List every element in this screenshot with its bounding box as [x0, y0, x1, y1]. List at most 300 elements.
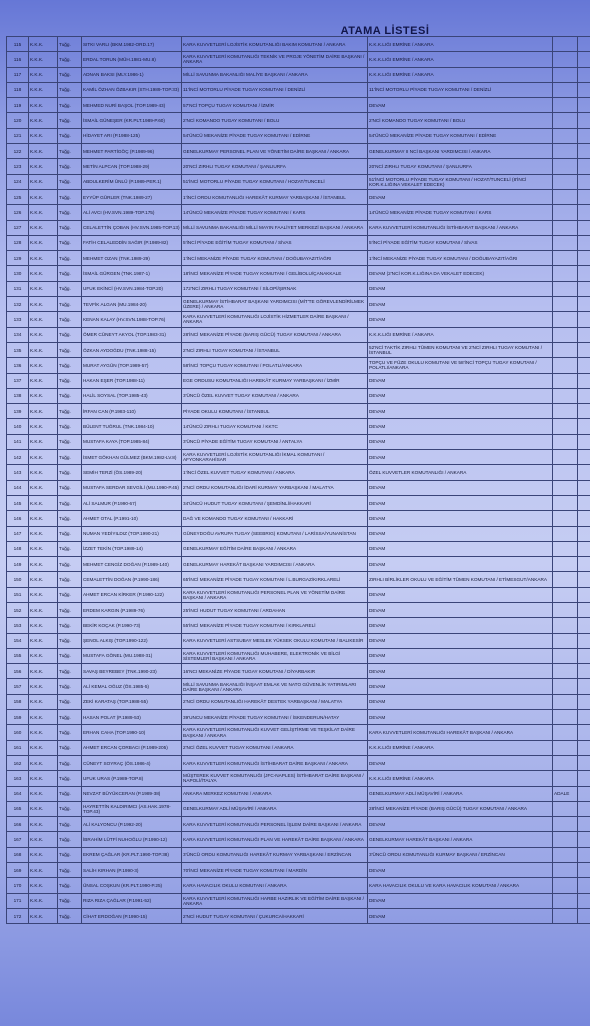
- blank-cell: [578, 235, 590, 250]
- table-row: [7, 220, 590, 235]
- new-post: DEVAM: [368, 511, 553, 526]
- current-post: 25'İNCİ HUDUT TUGAY KOMUTANI / ARDAHAN: [182, 602, 368, 617]
- table-row: [7, 189, 590, 204]
- force-code: K.K.K.: [29, 235, 58, 250]
- current-post: 2'NCİ ZIRHLI TUGAY KOMUTANI / İSTANBUL: [182, 342, 368, 357]
- new-post: DEVAM: [368, 557, 553, 572]
- person-name: ERHAN CAHA (TOP.1990-10): [82, 725, 182, 740]
- rank: Tuğg.: [58, 52, 82, 67]
- table-row: [7, 450, 590, 465]
- new-post: K.K.K.LIĞI EMRİNE / ANKARA: [368, 771, 553, 786]
- blank-cell: [578, 771, 590, 786]
- table-row: [7, 174, 590, 189]
- blank-cell: [578, 174, 590, 189]
- extra-note: [553, 480, 578, 495]
- new-post: ÖZEL KUVVETLER KOMUTANLIĞI / ANKARA: [368, 465, 553, 480]
- new-post: DEVAM: [368, 495, 553, 510]
- person-name: ADNAN BAKSI (MLY.1986-1): [82, 67, 182, 82]
- force-code: K.K.K.: [29, 893, 58, 908]
- current-post: KARA KUVVETLERİ KOMUTANLIĞI PLAN VE HAREKÂT DAİRE BAŞKANI / ANKARA: [182, 832, 368, 847]
- current-post: MÜŞTEREK KUVVET KOMUTANLIĞI (JFC-NAPLES) İSTİHBARAT DAİRE BAŞKANI / NAPOLİ/İTALYA: [182, 771, 368, 786]
- current-post: KARA HAVACILIK OKULU KOMUTANI / ANKARA: [182, 878, 368, 893]
- blank-cell: [578, 251, 590, 266]
- new-post: DEVAM: [368, 618, 553, 633]
- person-name: MEHMED NURİ BAŞOL (TOP.1989-43): [82, 98, 182, 113]
- rank: Tuğg.: [58, 419, 82, 434]
- blank-cell: [578, 419, 590, 434]
- extra-note: [553, 235, 578, 250]
- row-number: 157: [7, 679, 29, 694]
- extra-note: [553, 98, 578, 113]
- force-code: K.K.K.: [29, 434, 58, 449]
- new-post: DEVAM: [368, 373, 553, 388]
- table-row: [7, 281, 590, 296]
- new-post: 11'İNCİ MOTORLU PİYADE TUGAY KOMUTANI / DENİZLİ: [368, 82, 553, 97]
- force-code: K.K.K.: [29, 664, 58, 679]
- blank-cell: [578, 205, 590, 220]
- row-number: 141: [7, 434, 29, 449]
- rank: Tuğg.: [58, 495, 82, 510]
- table-row: [7, 893, 590, 908]
- force-code: K.K.K.: [29, 128, 58, 143]
- row-number: 116: [7, 52, 29, 67]
- new-post: DEVAM: [368, 98, 553, 113]
- new-post: KARA KUVVETLERİ KOMUTANLIĞI İSTİHBARAT BAŞKANI / ANKARA: [368, 220, 553, 235]
- current-post: 3'ÜNCÜ ÖZEL KUVVET TUGAY KOMUTANI / ANKARA: [182, 388, 368, 403]
- force-code: K.K.K.: [29, 297, 58, 312]
- force-code: K.K.K.: [29, 541, 58, 556]
- current-post: 14'ÜNCÜ MEKANİZE PİYADE TUGAY KOMUTANI / KARS: [182, 205, 368, 220]
- row-number: 127: [7, 220, 29, 235]
- row-number: 172: [7, 908, 29, 923]
- row-number: 164: [7, 786, 29, 801]
- rank: Tuğg.: [58, 602, 82, 617]
- force-code: K.K.K.: [29, 220, 58, 235]
- row-number: 125: [7, 189, 29, 204]
- current-post: GÜNEYDOĞU AVRUPA TUGAY (SEEBRIG) KOMUTANI / LARİSSA/YUNANİSTAN: [182, 526, 368, 541]
- blank-cell: [578, 710, 590, 725]
- rank: Tuğg.: [58, 342, 82, 357]
- new-post: GENELKURMAY II NCİ BAŞKANI YARDIMCISI / ANKARA: [368, 144, 553, 159]
- extra-note: [553, 801, 578, 816]
- row-number: 161: [7, 740, 29, 755]
- force-code: K.K.K.: [29, 251, 58, 266]
- new-post: DEVAM: [368, 434, 553, 449]
- current-post: 1'İNCİ ORDU KOMUTANLIĞI HAREKÂT KURMAY YARBAŞKANI / İSTANBUL: [182, 189, 368, 204]
- table-row: [7, 801, 590, 816]
- rank: Tuğg.: [58, 82, 82, 97]
- row-number: 145: [7, 495, 29, 510]
- table-row: [7, 541, 590, 556]
- rank: Tuğg.: [58, 511, 82, 526]
- force-code: K.K.K.: [29, 37, 58, 52]
- new-post: DEVAM: [368, 281, 553, 296]
- rank: Tuğg.: [58, 908, 82, 923]
- force-code: K.K.K.: [29, 832, 58, 847]
- new-post: DEVAM: [368, 679, 553, 694]
- rank: Tuğg.: [58, 710, 82, 725]
- person-name: İRFAN CAN (P.1983-110): [82, 404, 182, 419]
- current-post: 55'İNCİ MEKANİZE PİYADE TUGAY KOMUTANI / KIRKLARELİ: [182, 618, 368, 633]
- extra-note: [553, 297, 578, 312]
- extra-note: [553, 679, 578, 694]
- current-post: 65'İNCİ MEKANİZE PİYADE TUGAY KOMUTANI / L.BURGAZ/KIRKLARELİ: [182, 572, 368, 587]
- current-post: 2'NCİ ORDU KOMUTANLIĞI İDARİ KURMAY YARBAŞKANI / MALATYA: [182, 480, 368, 495]
- new-post: GENELKURMAY HAREKÂT BAŞKANI / ANKARA: [368, 832, 553, 847]
- current-post: PİYADE OKULU KOMUTANI / İSTANBUL: [182, 404, 368, 419]
- person-name: BEKİR KOÇAK (P.1990-73): [82, 618, 182, 633]
- force-code: K.K.K.: [29, 450, 58, 465]
- force-code: K.K.K.: [29, 281, 58, 296]
- blank-cell: [578, 144, 590, 159]
- force-code: K.K.K.: [29, 511, 58, 526]
- extra-note: [553, 557, 578, 572]
- blank-cell: [578, 786, 590, 801]
- person-name: HİDAYET ARI (P.1988-125): [82, 128, 182, 143]
- row-number: 162: [7, 755, 29, 770]
- row-number: 119: [7, 98, 29, 113]
- table-row: [7, 725, 590, 740]
- new-post: DEVAM: [368, 419, 553, 434]
- force-code: K.K.K.: [29, 618, 58, 633]
- person-name: ABDULKERİM ÜNLÜ (P.1989-PER.1): [82, 174, 182, 189]
- table-row: [7, 373, 590, 388]
- force-code: K.K.K.: [29, 404, 58, 419]
- table-row: [7, 679, 590, 694]
- person-name: AHMET ERCAN ÇORBACI (P.1989-205): [82, 740, 182, 755]
- extra-note: [553, 541, 578, 556]
- force-code: K.K.K.: [29, 342, 58, 357]
- person-name: MEHMET CENGİZ DOĞAN (P.1989-140): [82, 557, 182, 572]
- person-name: MUSTAFA SERDAR SEVGİLİ (MU.1990-P.45): [82, 480, 182, 495]
- extra-note: [553, 113, 578, 128]
- current-post: 11'İNCİ MOTORLU PİYADE TUGAY KOMUTANI / DENİZLİ: [182, 82, 368, 97]
- blank-cell: [578, 342, 590, 357]
- rank: Tuğg.: [58, 450, 82, 465]
- extra-note: [553, 694, 578, 709]
- blank-cell: [578, 618, 590, 633]
- current-post: GENELKURMAY PERSONEL PLAN VE YÖNETİM DAİRE BAŞKANI / ANKARA: [182, 144, 368, 159]
- row-number: 154: [7, 633, 29, 648]
- assignment-table: [6, 36, 590, 924]
- blank-cell: [578, 832, 590, 847]
- blank-cell: [578, 679, 590, 694]
- force-code: K.K.K.: [29, 67, 58, 82]
- table-row: [7, 251, 590, 266]
- current-post: KARA KUVVETLERİ KOMUTANLIĞI TEKNİK VE PROJE YÖNETİM DAİRE BAŞKANI / ANKARA: [182, 52, 368, 67]
- table-row: [7, 205, 590, 220]
- table-row: [7, 817, 590, 832]
- rank: Tuğg.: [58, 113, 82, 128]
- force-code: K.K.K.: [29, 189, 58, 204]
- rank: Tuğg.: [58, 220, 82, 235]
- new-post: DEVAM: [368, 664, 553, 679]
- rank: Tuğg.: [58, 633, 82, 648]
- current-post: 20'NCİ ZIRHLI TUGAY KOMUTANI / ŞANLIURFA: [182, 159, 368, 174]
- force-code: K.K.K.: [29, 373, 58, 388]
- page-title: ATAMA LİSTESİ: [340, 25, 430, 37]
- row-number: 150: [7, 572, 29, 587]
- extra-note: [553, 342, 578, 357]
- person-name: TEVFİK ALGAN (MU.1984-20): [82, 297, 182, 312]
- row-number: 165: [7, 801, 29, 816]
- extra-note: [553, 37, 578, 52]
- extra-note: [553, 832, 578, 847]
- extra-note: [553, 450, 578, 465]
- rank: Tuğg.: [58, 541, 82, 556]
- new-post: DEVAM: [368, 450, 553, 465]
- blank-cell: [578, 82, 590, 97]
- rank: Tuğg.: [58, 327, 82, 342]
- row-number: 139: [7, 404, 29, 419]
- blank-cell: [578, 740, 590, 755]
- force-code: K.K.K.: [29, 174, 58, 189]
- rank: Tuğg.: [58, 465, 82, 480]
- row-number: 152: [7, 602, 29, 617]
- rank: Tuğg.: [58, 235, 82, 250]
- row-number: 134: [7, 327, 29, 342]
- force-code: K.K.K.: [29, 526, 58, 541]
- rank: Tuğg.: [58, 817, 82, 832]
- table-row: [7, 434, 590, 449]
- person-name: EYYÜP GÜRLER (TNK.1989-27): [82, 189, 182, 204]
- person-name: METİN ALPCAN (TOP.1988-29): [82, 159, 182, 174]
- blank-cell: [578, 159, 590, 174]
- row-number: 136: [7, 358, 29, 373]
- current-post: MİLLİ SAVUNMA BAKANLIĞI MALİYE BAŞKANI / ANKARA: [182, 67, 368, 82]
- current-post: KARA KUVVETLERİ KOMUTANLIĞI İSTİHBARAT DAİRE BAŞKANI / ANKARA: [182, 755, 368, 770]
- blank-cell: [578, 327, 590, 342]
- row-number: 156: [7, 664, 29, 679]
- force-code: K.K.K.: [29, 358, 58, 373]
- current-post: 28'İNCİ MEKANİZE PİYADE (BARIŞ GÜCÜ) TUGAY KOMUTANI / ANKARA: [182, 327, 368, 342]
- new-post: DEVAM: [368, 893, 553, 908]
- blank-cell: [578, 98, 590, 113]
- row-number: 140: [7, 419, 29, 434]
- extra-note: [553, 587, 578, 602]
- row-number: 169: [7, 863, 29, 878]
- extra-note: [553, 404, 578, 419]
- table-row: [7, 740, 590, 755]
- person-name: HAKAN EŞER (TOP.1988-11): [82, 373, 182, 388]
- extra-note: [553, 893, 578, 908]
- blank-cell: [578, 694, 590, 709]
- person-name: KENAN KALAY (HV.SVN.1988-TOP.76): [82, 312, 182, 327]
- table-row: [7, 312, 590, 327]
- table-row: [7, 847, 590, 862]
- current-post: GENELKURMAY EĞİTİM DAİRE BAŞKANI / ANKARA: [182, 541, 368, 556]
- person-name: ALİ AVCI (HV.SVN.1989-TOP.175): [82, 205, 182, 220]
- force-code: K.K.K.: [29, 480, 58, 495]
- person-name: HALİL SOYSAL (TOP.1985-43): [82, 388, 182, 403]
- extra-note: [553, 189, 578, 204]
- blank-cell: [578, 37, 590, 52]
- person-name: UFUK EKİNCİ (HV.SVN.1984-TOP.20): [82, 281, 182, 296]
- row-number: 144: [7, 480, 29, 495]
- current-post: KARA KUVVETLERİ KOMUTANLIĞI KUVVET GELİŞTİRME VE TEŞKİLAT DAİRE BAŞKANI / ANKARA: [182, 725, 368, 740]
- person-name: CEMALETTİN DOĞAN (P.1990-186): [82, 572, 182, 587]
- person-name: ERDAL TORUN (MÜH.1981-MU.8): [82, 52, 182, 67]
- rank: Tuğg.: [58, 771, 82, 786]
- rank: Tuğg.: [58, 526, 82, 541]
- current-post: 2'NCİ HUDUT TUGAY KOMUTANI / ÇUKURCA/HAKKARİ: [182, 908, 368, 923]
- current-post: KARA KUVVETLERİ LOJİSTİK KOMUTANLIĞI İKMAL KOMUTANI / AFYONKARAHİSAR: [182, 450, 368, 465]
- force-code: K.K.K.: [29, 312, 58, 327]
- new-post: GENELKURMAY ADLİ MÜŞAVİRİ / ANKARA: [368, 786, 553, 801]
- blank-cell: [578, 817, 590, 832]
- blank-cell: [578, 67, 590, 82]
- current-post: KARA KUVVETLERİ KOMUTANLIĞI HARBE HAZIRLIK VE EĞİTİM DAİRE BAŞKANI / ANKARA: [182, 893, 368, 908]
- force-code: K.K.K.: [29, 266, 58, 281]
- new-post: DEVAM: [368, 694, 553, 709]
- person-name: MEHMET PARTİGÖÇ (P.1989-96): [82, 144, 182, 159]
- force-code: K.K.K.: [29, 82, 58, 97]
- row-number: 147: [7, 526, 29, 541]
- table-row: [7, 297, 590, 312]
- force-code: K.K.K.: [29, 648, 58, 663]
- table-row: [7, 648, 590, 663]
- force-code: K.K.K.: [29, 602, 58, 617]
- row-number: 167: [7, 832, 29, 847]
- rank: Tuğg.: [58, 358, 82, 373]
- current-post: DAĞ VE KOMANDO TUGAY KOMUTANI / HAKKARİ: [182, 511, 368, 526]
- extra-note: [553, 174, 578, 189]
- current-post: GENELKURMAY ADLİ MÜŞAVİRİ / ANKARA: [182, 801, 368, 816]
- current-post: 172'NCİ ZIRHLI TUGAY KOMUTANI / SİLOPİ/ŞIRNAK: [182, 281, 368, 296]
- table-row: [7, 863, 590, 878]
- person-name: KAMİL ÖZHAN ÖZBAKIR (STH.1989-TOP.33): [82, 82, 182, 97]
- person-name: BÜLENT TUĞRUL (TNK.1984-10): [82, 419, 182, 434]
- row-number: 128: [7, 235, 29, 250]
- table-row: [7, 404, 590, 419]
- extra-note: [553, 419, 578, 434]
- person-name: ŞENOL ALKIŞ (TOP.1990-122): [82, 633, 182, 648]
- table-row: [7, 572, 590, 587]
- table-row: [7, 327, 590, 342]
- table-row: [7, 495, 590, 510]
- current-post: 14'ÜNCÜ ZIRHLI TUGAY KOMUTANI / KKTC: [182, 419, 368, 434]
- blank-cell: [578, 495, 590, 510]
- rank: Tuğg.: [58, 312, 82, 327]
- table-row: [7, 664, 590, 679]
- person-name: NEVZAT BÜYÜKCERAN (P.1989-38): [82, 786, 182, 801]
- blank-cell: [578, 572, 590, 587]
- rank: Tuğg.: [58, 664, 82, 679]
- extra-note: [553, 863, 578, 878]
- rank: Tuğg.: [58, 159, 82, 174]
- rank: Tuğg.: [58, 189, 82, 204]
- table-row: [7, 694, 590, 709]
- force-code: K.K.K.: [29, 740, 58, 755]
- blank-cell: [578, 878, 590, 893]
- new-post: 5'İNCİ PİYADE EĞİTİM TUGAY KOMUTANI / SİVAS: [368, 235, 553, 250]
- extra-note: [553, 128, 578, 143]
- force-code: K.K.K.: [29, 863, 58, 878]
- blank-cell: [578, 755, 590, 770]
- rank: Tuğg.: [58, 557, 82, 572]
- person-name: ÜNSAL COŞKUN (KR.PLT.1990-P.25): [82, 878, 182, 893]
- new-post: 20'NCİ ZIRHLI TUGAY KOMUTANI / ŞANLIURFA: [368, 159, 553, 174]
- extra-note: [553, 740, 578, 755]
- new-post: 2'NCİ KOMANDO TUGAY KOMUTANI / BOLU: [368, 113, 553, 128]
- person-name: İSMET GÖKHAN GÜLMEZ (BKM.1982-LV.8): [82, 450, 182, 465]
- table-row: [7, 419, 590, 434]
- rank: Tuğg.: [58, 373, 82, 388]
- rank: Tuğg.: [58, 878, 82, 893]
- blank-cell: [578, 434, 590, 449]
- person-name: AHMET OTAL (P.1991-10): [82, 511, 182, 526]
- table-row: [7, 618, 590, 633]
- person-name: SAVAŞ BEYREBEY (TNK.1990-23): [82, 664, 182, 679]
- person-name: SALİH KIRHAN (P.1990-3): [82, 863, 182, 878]
- extra-note: [553, 373, 578, 388]
- rank: Tuğg.: [58, 297, 82, 312]
- person-name: ERDEM KARGIN (P.1989-76): [82, 602, 182, 617]
- rank: Tuğg.: [58, 755, 82, 770]
- table-row: [7, 82, 590, 97]
- rank: Tuğg.: [58, 725, 82, 740]
- table-row: [7, 235, 590, 250]
- rank: Tuğg.: [58, 847, 82, 862]
- person-name: EKREM ÇAĞLAR (KR.PLT.1990-TOP.38): [82, 847, 182, 862]
- extra-note: [553, 434, 578, 449]
- new-post: 3'ÜNCÜ ORDU KOMUTANLIĞI KURMAY BAŞKANI / ERZİNCAN: [368, 847, 553, 862]
- table-row: [7, 587, 590, 602]
- new-post: K.K.K.LIĞI EMRİNE / ANKARA: [368, 37, 553, 52]
- extra-note: [553, 159, 578, 174]
- force-code: K.K.K.: [29, 786, 58, 801]
- current-post: 1'İNCİ MEKANİZE PİYADE TUGAY KOMUTANI / DOĞUBAYAZIT/AĞRI: [182, 251, 368, 266]
- person-name: CİHAT ERDOĞAN (P.1990-15): [82, 908, 182, 923]
- extra-note: [553, 710, 578, 725]
- blank-cell: [578, 450, 590, 465]
- assignment-rows: [7, 37, 590, 924]
- current-post: 2'NCİ ORDU KOMUTANLIĞI HAREKÂT DESTEK YARBAŞKANI / MALATYA: [182, 694, 368, 709]
- table-row: [7, 128, 590, 143]
- force-code: K.K.K.: [29, 495, 58, 510]
- person-name: ALİ SALMUR (P.1990-67): [82, 495, 182, 510]
- table-row: [7, 602, 590, 617]
- row-number: 117: [7, 67, 29, 82]
- table-row: [7, 786, 590, 801]
- new-post: DEVAM (2'NCİ KOR.K.LIĞINA DA VEKALET EDECEK): [368, 266, 553, 281]
- extra-note: [553, 817, 578, 832]
- row-number: 123: [7, 159, 29, 174]
- table-row: [7, 388, 590, 403]
- row-number: 153: [7, 618, 29, 633]
- rank: Tuğg.: [58, 404, 82, 419]
- force-code: K.K.K.: [29, 388, 58, 403]
- table-row: [7, 832, 590, 847]
- rank: Tuğg.: [58, 67, 82, 82]
- table-row: [7, 159, 590, 174]
- rank: Tuğg.: [58, 480, 82, 495]
- current-post: 57'NCİ TOPÇU TUGAY KOMUTANI / İZMİR: [182, 98, 368, 113]
- person-name: HASAN POLAT (P.1989-53): [82, 710, 182, 725]
- blank-cell: [578, 113, 590, 128]
- person-name: ÖZKAN AYDOĞDU (TNK.1988-15): [82, 342, 182, 357]
- rank: Tuğg.: [58, 648, 82, 663]
- row-number: 158: [7, 694, 29, 709]
- extra-note: [553, 755, 578, 770]
- rank: Tuğg.: [58, 128, 82, 143]
- rank: Tuğg.: [58, 679, 82, 694]
- new-post: DEVAM: [368, 710, 553, 725]
- table-row: [7, 52, 590, 67]
- new-post: DEVAM: [368, 755, 553, 770]
- blank-cell: [578, 602, 590, 617]
- new-post: 14'ÜNCÜ MEKANİZE PİYADE TUGAY KOMUTANI / KARS: [368, 205, 553, 220]
